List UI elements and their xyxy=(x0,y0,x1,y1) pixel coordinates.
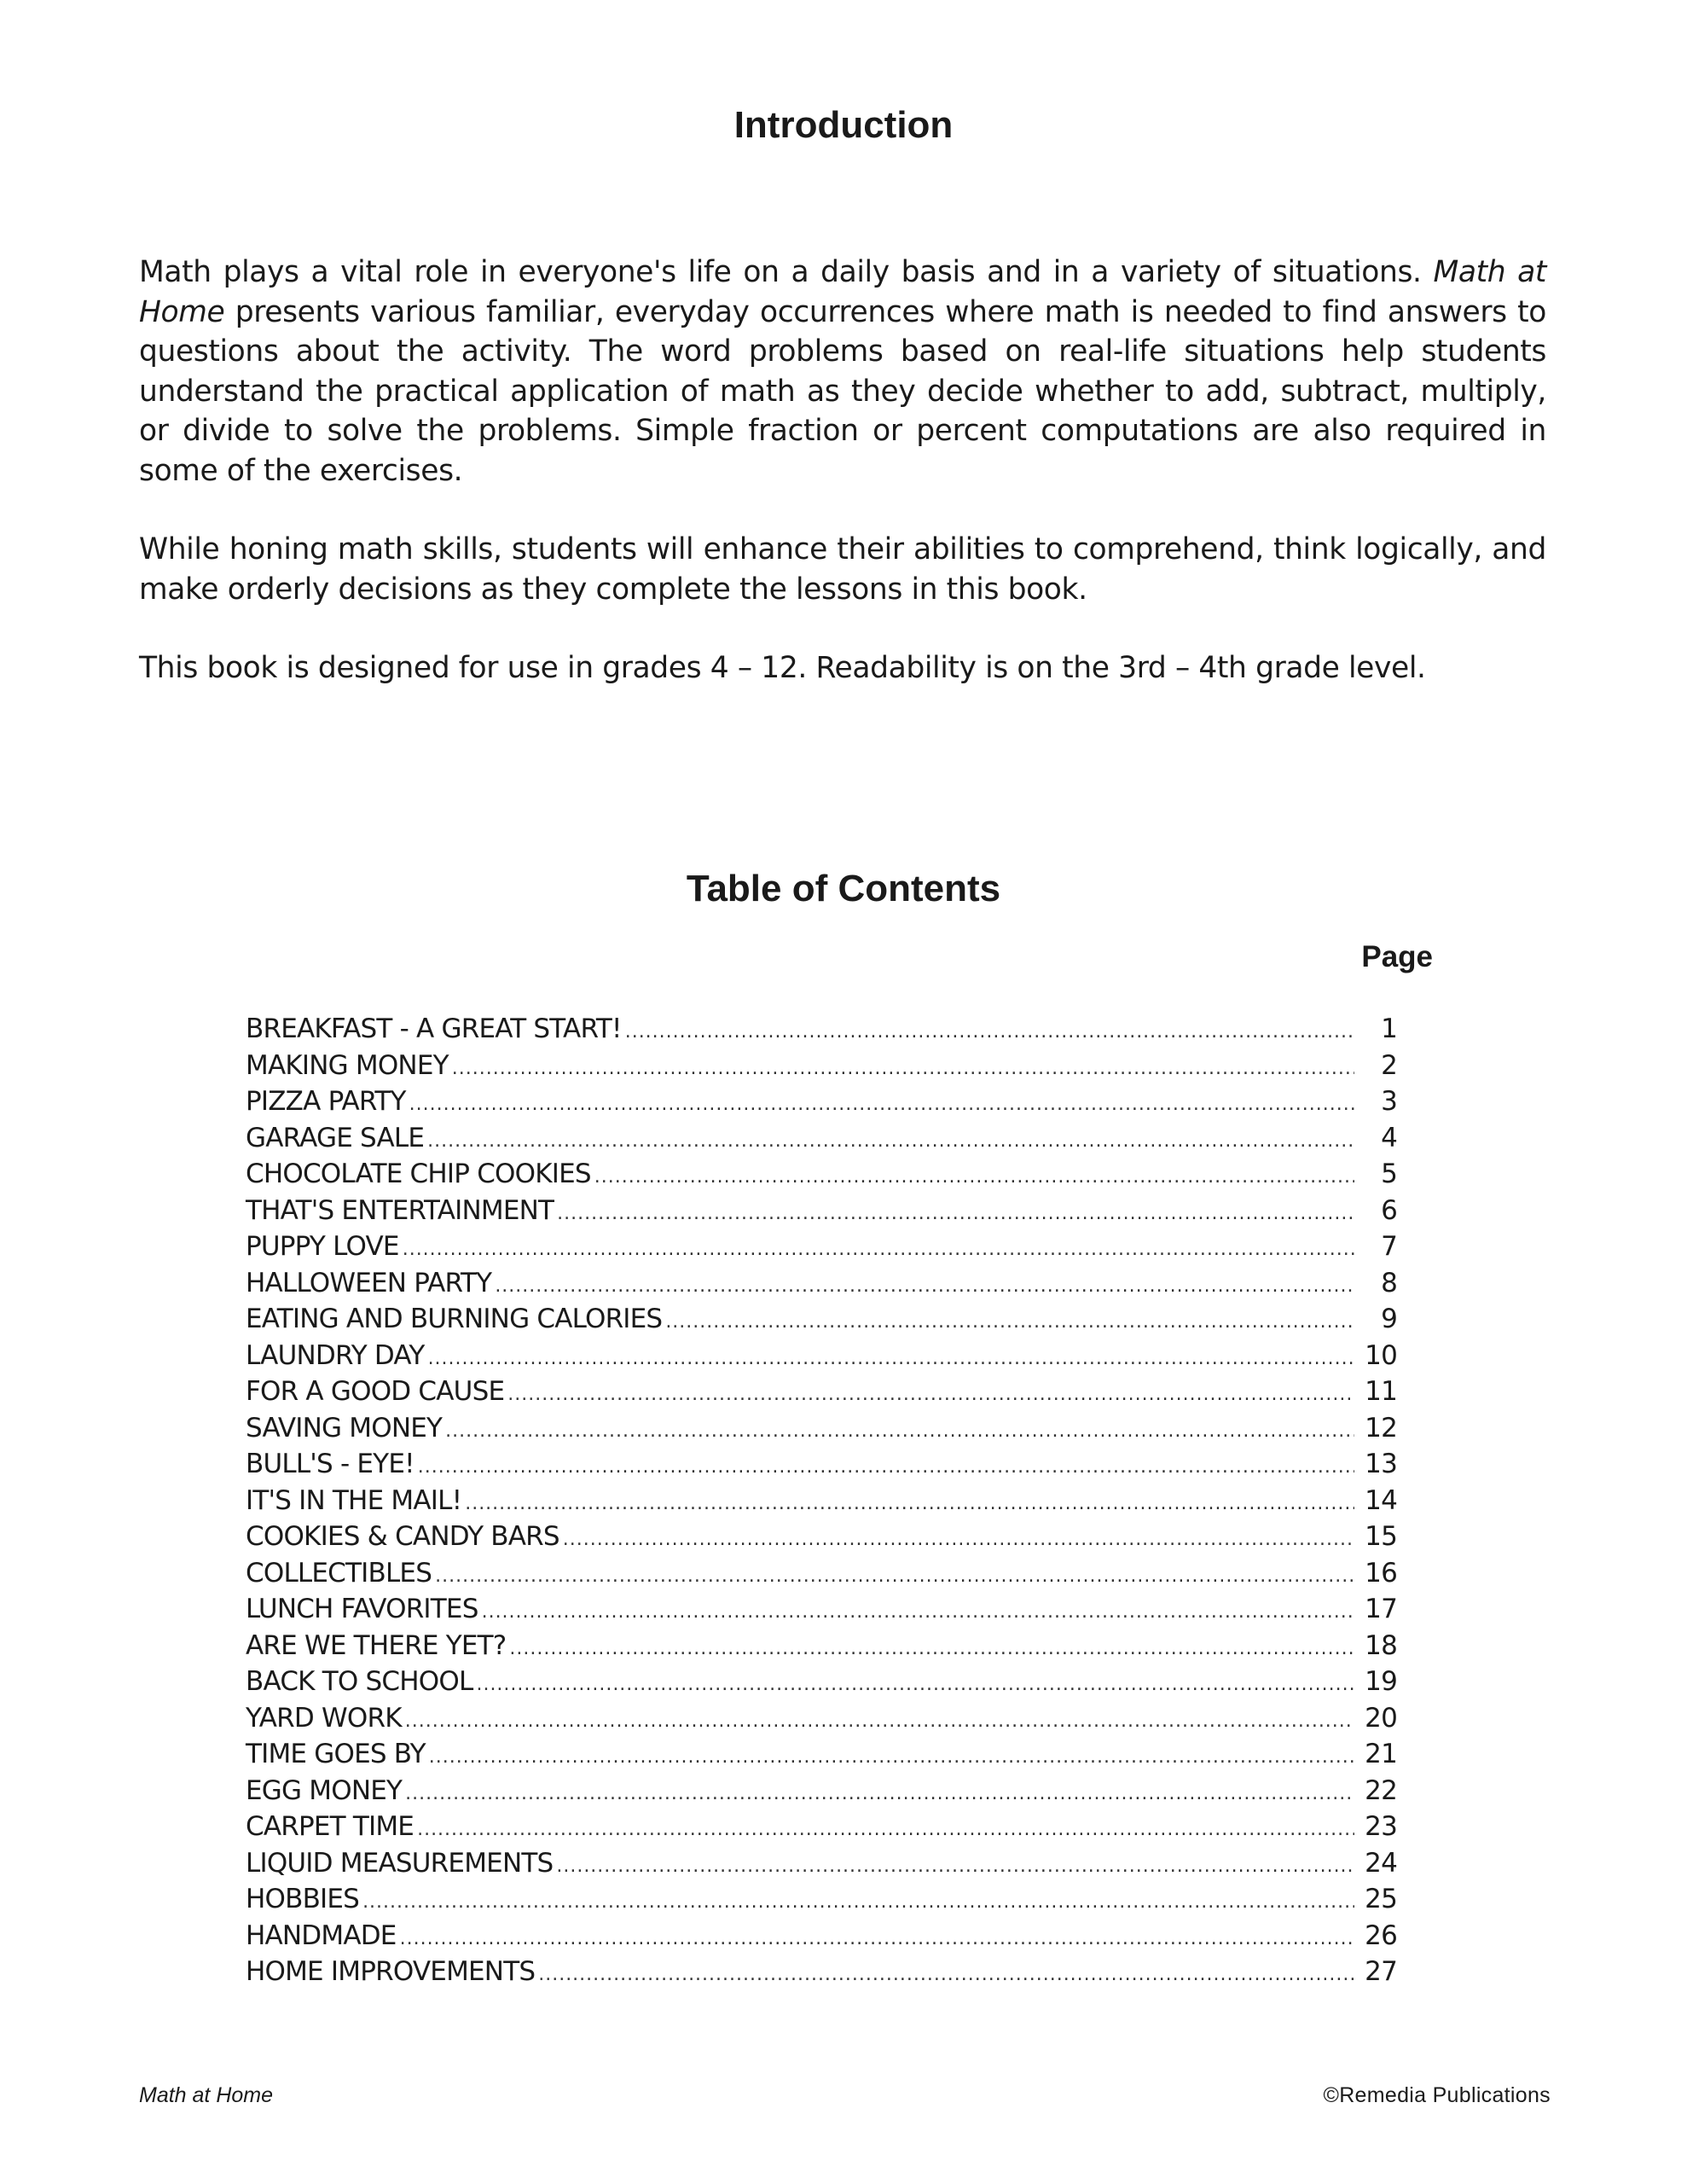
toc-entry-title: IT'S IN THE MAIL! xyxy=(246,1484,462,1516)
toc-entry xyxy=(246,1811,1397,1848)
introduction-heading: Introduction xyxy=(733,104,954,146)
toc-entry xyxy=(246,1848,1397,1885)
intro-paragraph-1-end: presents various familiar, everyday occurrences where math is needed to find answers to questions about the activity. The word problems based on real-life situations help students understand the practical application of math as they decide whether to add, subtract, multiply, or divide to solve the problems. Simple fraction or percent computations are also required in some of the exercises. xyxy=(139,294,1546,488)
toc-entry xyxy=(246,1376,1397,1413)
toc-dot-leader xyxy=(427,1130,1354,1152)
toc-entry xyxy=(246,1521,1397,1558)
toc-entry-page-number: 3 xyxy=(1381,1086,1397,1117)
book-title-italic: Math at Home xyxy=(139,255,1547,329)
footer-book-title: Math at Home xyxy=(139,2083,274,2107)
toc-dot-leader xyxy=(405,1711,1354,1732)
toc-entry-title: MAKING MONEY xyxy=(246,1049,449,1081)
toc-entry-page-number: 5 xyxy=(1381,1159,1397,1189)
table-of-contents-heading: Table of Contents xyxy=(686,868,1001,909)
toc-entry xyxy=(246,1231,1397,1268)
toc-entry-title: SAVING MONEY xyxy=(246,1412,443,1443)
toc-entry xyxy=(246,1920,1397,1957)
toc-dot-leader xyxy=(495,1275,1354,1297)
toc-entry-page-number: 7 xyxy=(1381,1231,1397,1262)
toc-dot-leader xyxy=(429,1746,1354,1768)
toc-entry-title: BREAKFAST - A GREAT START! xyxy=(246,1014,622,1044)
toc-entry-title: PUPPY LOVE xyxy=(246,1231,399,1262)
toc-entry-page-number: 20 xyxy=(1365,1702,1397,1734)
toc-entry-title: COLLECTIBLES xyxy=(246,1557,432,1589)
toc-entry-title: HANDMADE xyxy=(246,1920,397,1951)
toc-entry xyxy=(246,1485,1397,1522)
toc-entry-title: EATING AND BURNING CALORIES xyxy=(246,1304,663,1334)
toc-dot-leader xyxy=(538,1964,1354,1985)
toc-entry-page-number: 21 xyxy=(1365,1739,1397,1769)
toc-entry-title: COOKIES & CANDY BARS xyxy=(246,1521,559,1552)
toc-entry xyxy=(246,1703,1397,1740)
toc-entry xyxy=(246,1558,1397,1594)
toc-entry-title: HOME IMPROVEMENTS xyxy=(246,1956,536,1987)
toc-entry-title: HALLOWEEN PARTY xyxy=(246,1267,492,1298)
toc-entry-page-number: 11 xyxy=(1365,1376,1397,1407)
toc-dot-leader xyxy=(417,1819,1354,1840)
toc-entry-page-number: 26 xyxy=(1365,1920,1397,1951)
toc-entry-title: BACK TO SCHOOL xyxy=(246,1666,473,1697)
toc-entry-page-number: 24 xyxy=(1365,1847,1397,1879)
toc-dot-leader xyxy=(428,1348,1354,1369)
toc-entry xyxy=(246,1630,1397,1667)
toc-entry xyxy=(246,1449,1397,1485)
toc-entry-page-number: 14 xyxy=(1365,1484,1397,1516)
toc-entry-page-number: 8 xyxy=(1381,1267,1397,1298)
toc-entry-page-number: 15 xyxy=(1365,1521,1397,1552)
toc-dot-leader xyxy=(509,1638,1354,1659)
toc-dot-leader xyxy=(409,1094,1354,1115)
toc-dot-leader xyxy=(556,1856,1354,1877)
toc-entry-page-number: 12 xyxy=(1365,1412,1397,1443)
toc-dot-leader xyxy=(557,1203,1354,1224)
intro-paragraph-1 xyxy=(139,253,1546,491)
footer-publisher: ©Remedia Publications xyxy=(1323,2083,1551,2107)
toc-entry-page-number: 18 xyxy=(1365,1629,1397,1661)
toc-entry-page-number: 27 xyxy=(1365,1956,1397,1987)
toc-dot-leader xyxy=(665,1311,1354,1333)
toc-entry xyxy=(246,1014,1397,1050)
toc-entry-page-number: 22 xyxy=(1365,1774,1397,1806)
toc-entry-title: ARE WE THERE YET? xyxy=(246,1629,507,1661)
toc-entry-title: THAT'S ENTERTAINMENT xyxy=(246,1194,554,1226)
toc-dot-leader xyxy=(435,1565,1354,1587)
toc-dot-leader xyxy=(400,1928,1354,1949)
toc-entry-title: LAUNDRY DAY xyxy=(246,1339,425,1371)
toc-entry xyxy=(246,1268,1397,1304)
toc-entry xyxy=(246,1413,1397,1449)
toc-page-column-label: Page xyxy=(1361,940,1433,973)
toc-dot-leader xyxy=(418,1456,1354,1478)
toc-entry xyxy=(246,1775,1397,1812)
toc-entry-title: BULL'S - EYE! xyxy=(246,1449,415,1479)
toc-entry-page-number: 19 xyxy=(1365,1666,1397,1697)
toc-entry xyxy=(246,1123,1397,1159)
toc-entry-page-number: 6 xyxy=(1381,1194,1397,1226)
toc-entry-title: HOBBIES xyxy=(246,1884,360,1914)
toc-dot-leader xyxy=(507,1384,1354,1405)
intro-paragraph-1-start: Math plays a vital role in everyone's life on a daily basis and in a variety of situations. xyxy=(139,255,1434,289)
introduction-body xyxy=(139,253,1546,728)
toc-dot-leader xyxy=(482,1601,1354,1623)
toc-dot-leader xyxy=(476,1674,1354,1695)
toc-entry-title: LUNCH FAVORITES xyxy=(246,1594,478,1624)
toc-entry xyxy=(246,1304,1397,1340)
toc-entry xyxy=(246,1884,1397,1920)
toc-entry xyxy=(246,1340,1397,1377)
toc-entry xyxy=(246,1195,1397,1232)
toc-entry-page-number: 4 xyxy=(1381,1122,1397,1153)
intro-paragraph-2: While honing math skills, students will enhance their abilities to comprehend, think logically, and make orderly decisions as they complete the lessons in this book. xyxy=(139,532,1546,607)
toc-dot-leader xyxy=(362,1891,1354,1913)
intro-paragraph-3: This book is designed for use in grades 4 – 12. Readability is on the 3rd – 4th grade level. xyxy=(139,651,1426,685)
toc-entry-page-number: 16 xyxy=(1365,1557,1397,1589)
toc-entry-page-number: 25 xyxy=(1365,1884,1397,1914)
toc-dot-leader xyxy=(452,1058,1354,1079)
toc-dot-leader xyxy=(625,1021,1354,1043)
toc-entry-page-number: 10 xyxy=(1365,1339,1397,1371)
toc-entry xyxy=(246,1159,1397,1195)
toc-entry-title: CARPET TIME xyxy=(246,1811,415,1842)
toc-entry-page-number: 17 xyxy=(1365,1594,1397,1624)
toc-entry xyxy=(246,1050,1397,1087)
toc-entry-title: LIQUID MEASUREMENTS xyxy=(246,1847,554,1879)
toc-entry xyxy=(246,1739,1397,1775)
toc-entry xyxy=(246,1594,1397,1630)
toc-entry-page-number: 9 xyxy=(1381,1304,1397,1334)
toc-dot-leader xyxy=(405,1783,1354,1804)
toc-entry-title: FOR A GOOD CAUSE xyxy=(246,1376,505,1407)
toc-entry-page-number: 1 xyxy=(1381,1014,1397,1044)
toc-entry-title: PIZZA PARTY xyxy=(246,1086,406,1117)
table-of-contents-list xyxy=(246,1014,1397,1993)
toc-entry-title: GARAGE SALE xyxy=(246,1122,425,1153)
toc-entry-page-number: 2 xyxy=(1381,1049,1397,1081)
toc-entry xyxy=(246,1666,1397,1703)
toc-entry-title: CHOCOLATE CHIP COOKIES xyxy=(246,1159,591,1189)
toc-entry xyxy=(246,1086,1397,1123)
toc-dot-leader xyxy=(594,1166,1354,1188)
toc-entry xyxy=(246,1956,1397,1993)
toc-dot-leader xyxy=(465,1493,1354,1514)
toc-entry-title: TIME GOES BY xyxy=(246,1739,426,1769)
toc-dot-leader xyxy=(563,1529,1354,1550)
toc-entry-title: EGG MONEY xyxy=(246,1774,403,1806)
toc-entry-page-number: 23 xyxy=(1365,1811,1397,1842)
toc-dot-leader xyxy=(403,1239,1354,1260)
toc-dot-leader xyxy=(445,1420,1354,1442)
toc-entry-page-number: 13 xyxy=(1365,1449,1397,1479)
toc-entry-title: YARD WORK xyxy=(246,1702,402,1734)
